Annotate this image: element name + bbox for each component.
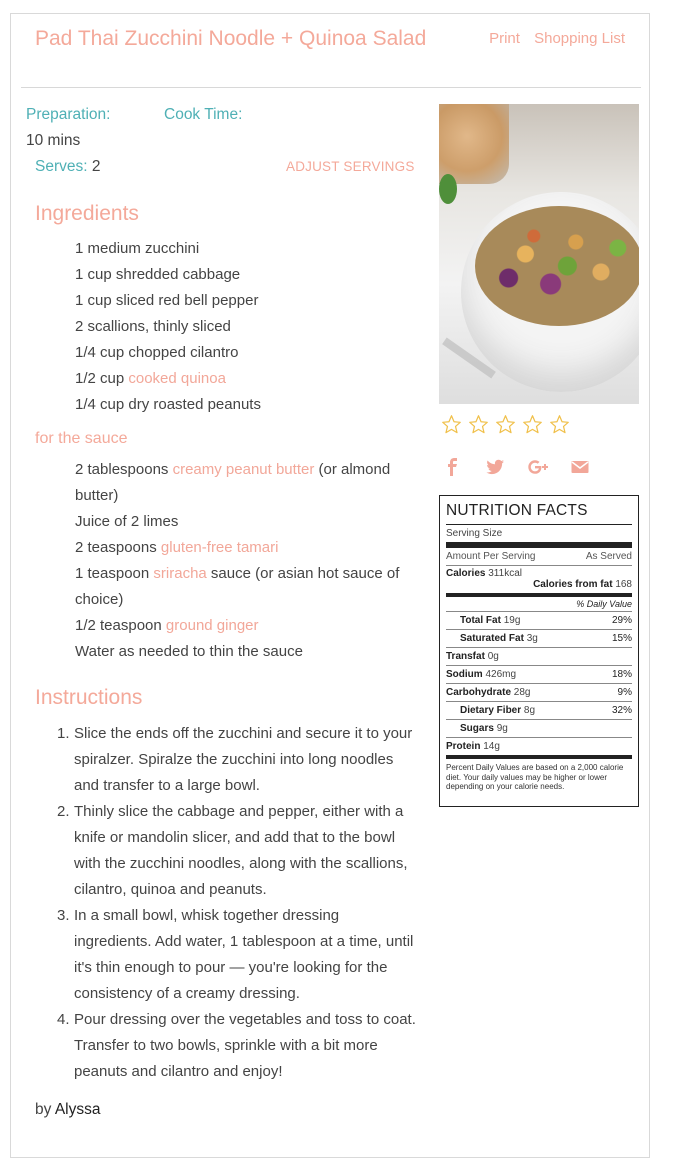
serving-size-label: Serving Size <box>446 528 503 539</box>
recipe-title: Pad Thai Zucchini Noodle + Quinoa Salad <box>35 27 427 50</box>
header-links <box>479 30 625 47</box>
star-icon[interactable] <box>468 414 489 435</box>
nutrient-label: Dietary Fiber <box>460 705 522 716</box>
sauce-heading: for the sauce <box>35 430 128 447</box>
nutrient <box>460 615 520 626</box>
step-number: 2. <box>57 803 70 820</box>
facebook-icon[interactable] <box>443 457 465 479</box>
nutrient-daily-value: 18% <box>611 669 632 680</box>
preparation-label: Preparation: <box>26 106 111 123</box>
calories-value: 311kcal <box>488 568 522 579</box>
ingredient-item <box>75 236 419 262</box>
nutrient-label: Saturated Fat <box>460 633 524 644</box>
ingredient-item <box>75 366 419 392</box>
step-number: 3. <box>57 907 70 924</box>
ingredient-text: 1/4 cup dry roasted peanuts <box>75 396 261 413</box>
nutrient-label: Sugars <box>460 723 494 734</box>
nutrient-label: Carbohydrate <box>446 687 512 698</box>
nutrient <box>460 723 508 734</box>
ingredients-list <box>75 236 419 418</box>
serves-label: Serves: <box>35 158 88 175</box>
ingredients-heading: Ingredients <box>35 202 139 225</box>
instructions-list <box>57 721 420 1085</box>
nutrient-label: Transfat <box>446 651 485 662</box>
star-rating <box>441 414 576 438</box>
serves-value: 2 <box>91 158 101 175</box>
star-icon[interactable] <box>441 414 462 435</box>
recipe-card <box>10 13 650 1158</box>
byline-prefix: by <box>35 1101 52 1118</box>
nutrient-value: 8g <box>523 705 536 716</box>
calories-from-fat-value: 168 <box>615 579 632 590</box>
adjust-servings-link[interactable]: ADJUST SERVINGS <box>286 159 415 174</box>
sauce-ingredients-list <box>75 457 419 665</box>
nutrition-rows <box>446 612 632 738</box>
nutrient-label: Total Fat <box>460 615 501 626</box>
email-icon[interactable] <box>570 457 592 479</box>
ingredient-link[interactable]: ground ginger <box>165 617 259 634</box>
ingredient-note: sauce (or asian hot sauce of choice) <box>75 565 400 608</box>
ingredient-link[interactable]: gluten-free tamari <box>160 539 279 556</box>
daily-value-label: % Daily Value <box>576 599 632 609</box>
nutrient-value: 426mg <box>485 669 517 680</box>
nutrient-daily-value: 15% <box>611 633 632 644</box>
ingredient-text: 1/2 cup <box>75 370 129 387</box>
ingredient-item <box>75 314 419 340</box>
ingredient-text: 1 cup shredded cabbage <box>75 266 241 283</box>
star-icon[interactable] <box>549 414 570 435</box>
nutrition-row <box>446 720 632 738</box>
nutrient <box>446 669 516 680</box>
cook-time-label: Cook Time: <box>164 106 243 123</box>
nutrient <box>460 705 535 716</box>
shopping-list-link[interactable]: Shopping List <box>534 30 625 47</box>
nutrition-title: NUTRITION FACTS <box>446 502 632 525</box>
nutrient <box>460 633 538 644</box>
photo-salad <box>475 206 639 326</box>
nutrition-footnote: Percent Daily Values are based on a 2,000 calorie diet. Your daily values may be higher or lower depending on your calorie needs. <box>446 763 624 791</box>
print-link[interactable]: Print <box>489 30 520 47</box>
ingredient-text: 2 tablespoons <box>75 461 173 478</box>
ingredient-item <box>75 509 419 535</box>
protein-row <box>446 738 632 759</box>
nutrient-daily-value: 9% <box>617 687 632 698</box>
ingredient-link[interactable]: cooked quinoa <box>128 370 226 387</box>
as-served-label: As Served <box>585 551 632 562</box>
step-text: Thinly slice the cabbage and pepper, either with a knife or mandolin slicer, and add that to the bowl with the zucchini noodles, along with the scallions, cilantro, quinoa and peanuts. <box>74 803 408 898</box>
nutrient-value: 19g <box>503 615 521 626</box>
ingredient-text: 1/4 cup chopped cilantro <box>75 344 239 361</box>
preparation-value: 10 mins <box>26 132 81 149</box>
recipe-header <box>21 26 641 88</box>
serves <box>35 158 101 176</box>
ingredient-item <box>75 613 419 639</box>
nutrition-row <box>446 612 632 630</box>
nutrient-daily-value: 32% <box>611 705 632 716</box>
byline <box>35 1101 100 1119</box>
photo-herb <box>439 174 457 204</box>
step-text: Slice the ends off the zucchini and secure it to your spiralzer. Spiralze the zucchini into long noodles and transfer to a large bowl. <box>74 725 413 794</box>
ingredient-note: (or almond butter) <box>75 461 391 504</box>
instruction-step <box>57 903 420 1007</box>
protein-value: 14g <box>483 741 500 752</box>
ingredient-text: 1 teaspoon <box>75 565 154 582</box>
ingredient-item <box>75 561 419 613</box>
ingredient-item <box>75 535 419 561</box>
ingredient-item <box>75 392 419 418</box>
nutrient-daily-value: 29% <box>611 615 632 626</box>
calories-row <box>446 566 632 579</box>
ingredient-item <box>75 340 419 366</box>
ingredient-text: 1 medium zucchini <box>75 240 200 257</box>
ingredient-text: 2 scallions, thinly sliced <box>75 318 231 335</box>
nutrition-row <box>446 630 632 648</box>
nutrient-value: 3g <box>526 633 538 644</box>
ingredient-link[interactable]: creamy peanut butter <box>172 461 315 478</box>
nutrition-row <box>446 648 632 666</box>
step-text: In a small bowl, whisk together dressing ingredients. Add water, 1 tablespoon at a time, until it's thin enough to pour — you're looking for the consistency of a creamy dressing. <box>74 907 414 1002</box>
calories-from-fat-label: Calories from fat <box>533 579 613 590</box>
author-name: Alyssa <box>54 1101 101 1118</box>
instruction-step <box>57 1007 420 1085</box>
instruction-step <box>57 721 420 799</box>
social-share <box>443 457 608 479</box>
calories-from-fat-row <box>446 579 632 597</box>
star-icon[interactable] <box>495 414 516 435</box>
ingredient-item <box>75 457 419 509</box>
nutrition-row <box>446 666 632 684</box>
protein-label: Protein <box>446 741 481 752</box>
amount-per-serving <box>446 548 632 566</box>
nutrient <box>446 687 530 698</box>
ingredient-text: 2 teaspoons <box>75 539 161 556</box>
ingredient-item <box>75 288 419 314</box>
nutrient-value: 0g <box>487 651 499 662</box>
daily-value-header <box>446 597 632 612</box>
photo-jar <box>439 104 509 184</box>
nutrient <box>446 651 499 662</box>
nutrition-row <box>446 702 632 720</box>
ingredient-link[interactable]: sriracha <box>153 565 207 582</box>
nutrition-row <box>446 684 632 702</box>
serving-size <box>446 525 632 548</box>
step-number: 1. <box>57 725 70 742</box>
calories-label: Calories <box>446 568 486 579</box>
twitter-icon[interactable] <box>485 457 507 479</box>
nutrient-label: Sodium <box>446 669 483 680</box>
star-icon[interactable] <box>522 414 543 435</box>
nutrient-value: 9g <box>496 723 508 734</box>
nutrition-facts <box>439 495 639 807</box>
instruction-step <box>57 799 420 903</box>
ingredient-text: 1 cup sliced red bell pepper <box>75 292 259 309</box>
instructions-heading: Instructions <box>35 686 143 709</box>
step-text: Pour dressing over the vegetables and toss to coat. Transfer to two bowls, sprinkle with a bit more peanuts and cilantro and enjoy! <box>74 1011 416 1080</box>
nutrient-value: 28g <box>513 687 531 698</box>
ingredient-text: 1/2 teaspoon <box>75 617 166 634</box>
ingredient-item <box>75 639 419 665</box>
ingredient-item <box>75 262 419 288</box>
recipe-photo <box>439 104 639 404</box>
amount-per-serving-label: Amount Per Serving <box>446 551 536 562</box>
ingredient-text: Juice of 2 limes <box>75 513 179 530</box>
step-number: 4. <box>57 1011 70 1028</box>
google-plus-icon[interactable] <box>528 457 550 479</box>
ingredient-text: Water as needed to thin the sauce <box>75 643 303 660</box>
